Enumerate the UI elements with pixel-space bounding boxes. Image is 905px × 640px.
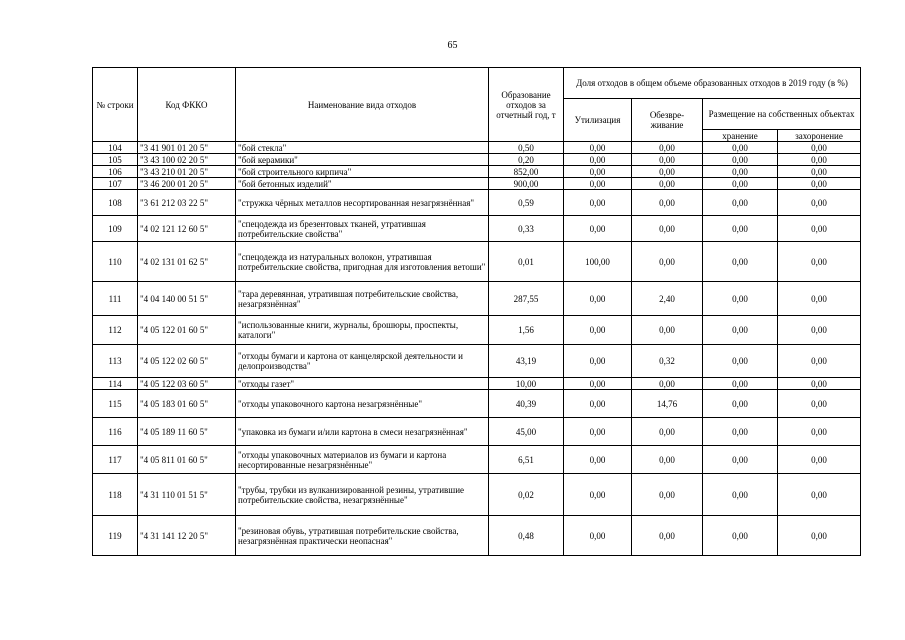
neutralization-cell: 0,00 [632,516,703,556]
name-cell: "бой керамики" [236,154,489,166]
name-cell: "спецодежда из брезентовых тканей, утратившая потребительские свойства" [236,216,489,242]
header-utilization: Утилизация [564,99,632,142]
code-cell: "4 05 122 01 60 5" [138,316,236,345]
code-cell: "4 05 122 03 60 5" [138,378,236,390]
formation-cell: 10,00 [489,378,564,390]
code-cell: "4 05 811 01 60 5" [138,446,236,474]
table-row [93,242,861,282]
name-cell: "отходы бумаги и картона от канцелярской деятельности и делопроизводства" [236,345,489,378]
utilization-cell: 0,00 [564,190,632,216]
code-cell: "4 05 183 01 60 5" [138,390,236,418]
burial-cell: 0,00 [778,345,861,378]
utilization-cell: 0,00 [564,166,632,178]
formation-cell: 852,00 [489,166,564,178]
storage-cell: 0,00 [703,474,778,516]
row-number-cell: 112 [93,316,138,345]
storage-cell: 0,00 [703,516,778,556]
row-number-cell: 114 [93,378,138,390]
storage-cell: 0,00 [703,345,778,378]
burial-cell: 0,00 [778,418,861,446]
neutralization-cell: 0,32 [632,345,703,378]
utilization-cell: 0,00 [564,418,632,446]
name-cell: "отходы газет" [236,378,489,390]
row-number-cell: 119 [93,516,138,556]
code-cell: "4 05 122 02 60 5" [138,345,236,378]
burial-cell: 0,00 [778,516,861,556]
name-cell: "стружка чёрных металлов несортированная незагрязнённая" [236,190,489,216]
name-cell: "отходы упаковочного картона незагрязнённые" [236,390,489,418]
neutralization-cell: 0,00 [632,242,703,282]
row-number-cell: 108 [93,190,138,216]
storage-cell: 0,00 [703,142,778,154]
storage-cell: 0,00 [703,216,778,242]
table-body [93,142,861,556]
formation-cell: 43,19 [489,345,564,378]
neutralization-cell: 0,00 [632,166,703,178]
name-cell: "бой строительного кирпича" [236,166,489,178]
formation-cell: 0,02 [489,474,564,516]
utilization-cell: 0,00 [564,378,632,390]
formation-cell: 0,01 [489,242,564,282]
header-code: Код ФККО [138,68,236,142]
name-cell: "трубы, трубки из вулканизированной резины, утратившие потребительские свойства, незагрязнённые" [236,474,489,516]
burial-cell: 0,00 [778,142,861,154]
utilization-cell: 0,00 [564,390,632,418]
row-number-cell: 106 [93,166,138,178]
name-cell: "упаковка из бумаги и/или картона в смеси незагрязнённая" [236,418,489,446]
name-cell: "резиновая обувь, утратившая потребительские свойства, незагрязнённая практически неопасная" [236,516,489,556]
neutralization-cell: 0,00 [632,378,703,390]
row-number-cell: 104 [93,142,138,154]
row-number-cell: 109 [93,216,138,242]
utilization-cell: 0,00 [564,178,632,190]
utilization-cell: 0,00 [564,316,632,345]
header-name: Наименование вида отходов [236,68,489,142]
neutralization-cell: 0,00 [632,216,703,242]
burial-cell: 0,00 [778,316,861,345]
table-row [93,516,861,556]
code-cell: "3 41 901 01 20 5" [138,142,236,154]
code-cell: "4 31 141 12 20 5" [138,516,236,556]
formation-cell: 0,59 [489,190,564,216]
formation-cell: 1,56 [489,316,564,345]
row-number-cell: 115 [93,390,138,418]
storage-cell: 0,00 [703,166,778,178]
neutralization-cell: 0,00 [632,190,703,216]
header-storage: хранение [703,130,778,142]
header-burial: захоронение [778,130,861,142]
table-row [93,282,861,316]
name-cell: "спецодежда из натуральных волокон, утратившая потребительские свойства, пригодная для изготовления ветоши" [236,242,489,282]
neutralization-cell: 0,00 [632,418,703,446]
utilization-cell: 0,00 [564,516,632,556]
utilization-cell: 0,00 [564,142,632,154]
burial-cell: 0,00 [778,190,861,216]
row-number-cell: 113 [93,345,138,378]
storage-cell: 0,00 [703,316,778,345]
code-cell: "4 02 121 12 60 5" [138,216,236,242]
formation-cell: 287,55 [489,282,564,316]
burial-cell: 0,00 [778,166,861,178]
row-number-cell: 111 [93,282,138,316]
table-row [93,474,861,516]
row-number-cell: 117 [93,446,138,474]
table-row [93,418,861,446]
formation-cell: 0,33 [489,216,564,242]
formation-cell: 45,00 [489,418,564,446]
header-formation: Образование отходов за отчетный год, т [489,68,564,142]
burial-cell: 0,00 [778,216,861,242]
table-row [93,190,861,216]
neutralization-cell: 2,40 [632,282,703,316]
formation-cell: 40,39 [489,390,564,418]
header-neutralization: Обезвре-живание [632,99,703,142]
name-cell: "использованные книги, журналы, брошюры, проспекты, каталоги" [236,316,489,345]
header-share-group: Доля отходов в общем объеме образованных отходов в 2019 году (в %) [564,68,861,99]
waste-table [92,67,861,556]
storage-cell: 0,00 [703,418,778,446]
table-row [93,378,861,390]
burial-cell: 0,00 [778,242,861,282]
table-row [93,154,861,166]
neutralization-cell: 0,00 [632,154,703,166]
name-cell: "бой стекла" [236,142,489,154]
utilization-cell: 100,00 [564,242,632,282]
utilization-cell: 0,00 [564,216,632,242]
page-number: 65 [447,40,458,51]
name-cell: "тара деревянная, утратившая потребительские свойства, незагрязнённая" [236,282,489,316]
storage-cell: 0,00 [703,446,778,474]
burial-cell: 0,00 [778,390,861,418]
table-row [93,345,861,378]
formation-cell: 0,20 [489,154,564,166]
burial-cell: 0,00 [778,178,861,190]
table-row [93,178,861,190]
table-row [93,446,861,474]
neutralization-cell: 0,00 [632,474,703,516]
burial-cell: 0,00 [778,282,861,316]
burial-cell: 0,00 [778,378,861,390]
name-cell: "бой бетонных изделий" [236,178,489,190]
table-row [93,216,861,242]
code-cell: "4 02 131 01 62 5" [138,242,236,282]
header-row-no: № строки [93,68,138,142]
neutralization-cell: 0,00 [632,142,703,154]
row-number-cell: 116 [93,418,138,446]
code-cell: "4 05 189 11 60 5" [138,418,236,446]
header-placement: Размещение на собственных объектах [703,99,861,130]
burial-cell: 0,00 [778,446,861,474]
neutralization-cell: 14,76 [632,390,703,418]
table-row [93,142,861,154]
storage-cell: 0,00 [703,154,778,166]
utilization-cell: 0,00 [564,345,632,378]
neutralization-cell: 0,00 [632,446,703,474]
storage-cell: 0,00 [703,282,778,316]
code-cell: "4 04 140 00 51 5" [138,282,236,316]
utilization-cell: 0,00 [564,474,632,516]
formation-cell: 900,00 [489,178,564,190]
burial-cell: 0,00 [778,154,861,166]
code-cell: "3 46 200 01 20 5" [138,178,236,190]
storage-cell: 0,00 [703,190,778,216]
code-cell: "4 31 110 01 51 5" [138,474,236,516]
formation-cell: 6,51 [489,446,564,474]
code-cell: "3 61 212 03 22 5" [138,190,236,216]
code-cell: "3 43 100 02 20 5" [138,154,236,166]
neutralization-cell: 0,00 [632,316,703,345]
formation-cell: 0,50 [489,142,564,154]
formation-cell: 0,48 [489,516,564,556]
storage-cell: 0,00 [703,378,778,390]
table-row [93,316,861,345]
code-cell: "3 43 210 01 20 5" [138,166,236,178]
storage-cell: 0,00 [703,390,778,418]
utilization-cell: 0,00 [564,282,632,316]
row-number-cell: 105 [93,154,138,166]
row-number-cell: 118 [93,474,138,516]
neutralization-cell: 0,00 [632,178,703,190]
table-row [93,390,861,418]
utilization-cell: 0,00 [564,154,632,166]
storage-cell: 0,00 [703,242,778,282]
table-row [93,166,861,178]
row-number-cell: 110 [93,242,138,282]
name-cell: "отходы упаковочных материалов из бумаги и картона несортированные незагрязнённые" [236,446,489,474]
storage-cell: 0,00 [703,178,778,190]
burial-cell: 0,00 [778,474,861,516]
row-number-cell: 107 [93,178,138,190]
utilization-cell: 0,00 [564,446,632,474]
